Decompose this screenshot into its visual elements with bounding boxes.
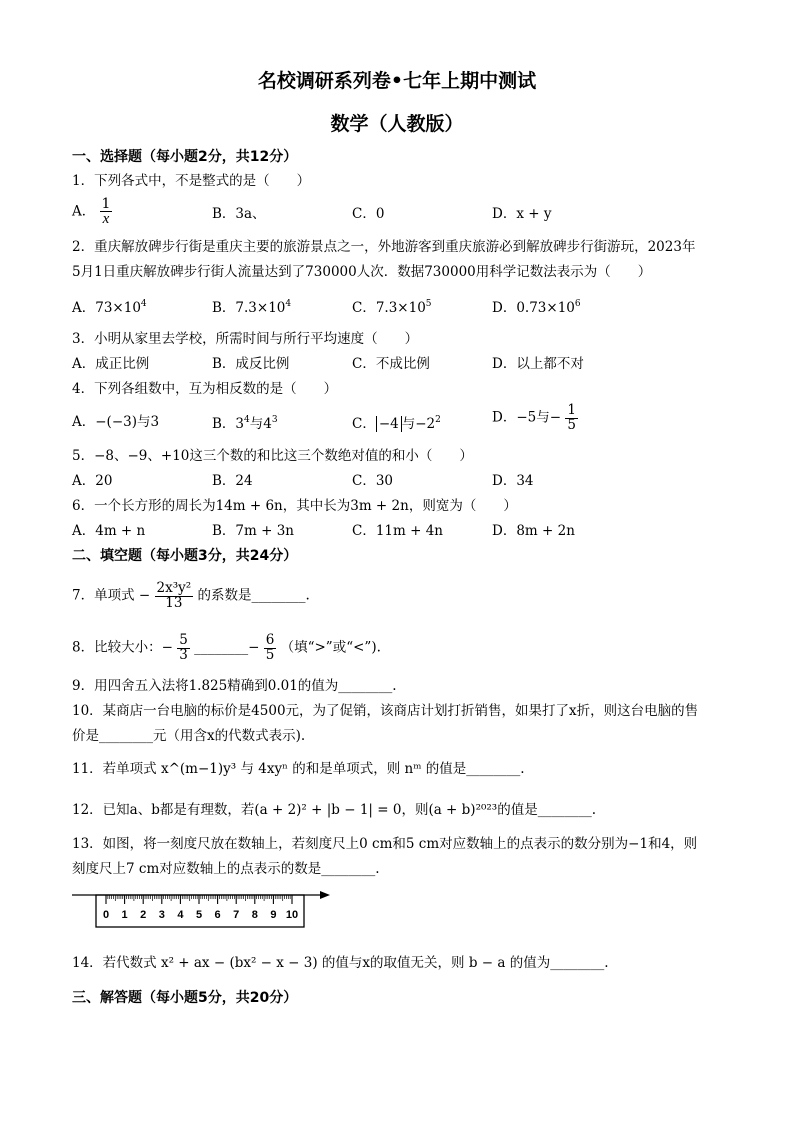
question-8: 8．比较大小：− $\frac{5}{3}$ ________− $\frac{6}{5}$ （填“>”或“<”). — [72, 632, 381, 663]
question-3-option-c: C．不成比例 — [352, 356, 430, 372]
question-10-line2: 价是________元（用含x的代数式表示). — [72, 728, 306, 744]
fraction-5-over-3: $\frac{5}{3}$ — [179, 632, 188, 663]
question-2-stem-line2: 5月1日重庆解放碑步行街人流量达到了730000人次．数据730000用科学记数法表示为（ ） — [72, 264, 652, 280]
question-6-option-c: C．11m + 4n — [352, 523, 443, 539]
ruler-ticks — [106, 895, 292, 904]
ruler-tick-label: 9 — [270, 909, 277, 921]
question-3-option-d: D．以上都不对 — [492, 356, 584, 372]
fraction-6-over-5: $\frac{6}{5}$ — [265, 632, 275, 663]
question-5-option-b: B．24 — [212, 473, 253, 489]
question-3-option-b: B．成反比例 — [212, 356, 290, 372]
question-4-option-c: C． −4 与$-2^2$ — [352, 415, 441, 432]
ruler-tick-label: 8 — [251, 909, 258, 921]
question-1-stem: 1．下列各式中，不是整式的是（ ） — [72, 173, 311, 189]
question-6-stem: 6．一个长方形的周长为14m + 6n，其中长为3m + 2n，则宽为（ ） — [72, 498, 517, 514]
ruler-tick-label: 7 — [233, 909, 240, 921]
question-5-option-d: D．34 — [492, 473, 534, 489]
question-1-option-a: A． $\frac{1}{x}$ — [72, 196, 111, 227]
question-12: 12．已知a、b都是有理数，若(a + 2)² + |b − 1| = 0，则(a + b)²⁰²³的值是________. — [72, 802, 597, 818]
question-1-option-b: B．3a、 — [212, 206, 266, 222]
question-4-stem: 4．下列各组数中，互为相反数的是（ ） — [72, 381, 338, 397]
fraction-coefficient: $\frac{\text{2x³y²}}{13}$ — [156, 580, 192, 611]
ruler-tick-label: 2 — [140, 909, 147, 921]
ruler-tick-label: 6 — [214, 909, 221, 921]
question-4-option-a: A．−(−3)与3 — [72, 414, 160, 430]
question-5-option-a: A．20 — [72, 473, 113, 489]
ruler-labels — [103, 909, 298, 921]
ruler-figure — [72, 885, 332, 935]
question-5-option-c: C．30 — [352, 473, 394, 489]
ruler-tick-label: 1 — [121, 909, 128, 921]
number-line-arrow — [320, 891, 330, 899]
question-1-option-d: D．x + y — [492, 206, 552, 222]
question-4-option-d: D．−5与− $\frac{1}{5}$ — [492, 402, 576, 433]
question-2-option-a: A．$73\times 10^4$ — [72, 299, 147, 316]
question-3-option-a: A．成正比例 — [72, 356, 150, 372]
question-6-option-a: A．4m + n — [72, 523, 146, 539]
question-1-option-c: C．0 — [352, 206, 385, 222]
ruler-tick-label: 4 — [177, 909, 184, 921]
fraction-1-over-5: $\frac{1}{5}$ — [567, 402, 576, 433]
question-2-option-c: C．$7.3\times 10^5$ — [352, 299, 432, 316]
question-2-stem-line1: 2．重庆解放碑步行街是重庆主要的旅游景点之一，外地游客到重庆旅游必到解放碑步行街游玩，2023年 — [72, 239, 696, 255]
section-heading-solve: 三、解答题（每小题5分，共20分） — [72, 990, 298, 1006]
page-subtitle: 数学（人教版） — [330, 113, 464, 135]
question-2-option-b: B．$7.3\times 10^4$ — [212, 299, 292, 316]
section-heading-choice: 一、选择题（每小题2分，共12分） — [72, 149, 298, 165]
question-2-option-d: D．$0.73\times 10^6$ — [492, 299, 581, 316]
fraction-1-over-x: $\frac{1}{x}$ — [101, 196, 111, 227]
question-13-line1: 13．如图，将一刻度尺放在数轴上，若刻度尺上0 cm和5 cm对应数轴上的点表示的数分别为−1和4，则 — [72, 836, 698, 852]
ruler-tick-label: 10 — [285, 909, 299, 921]
question-11: 11．若单项式 x^(m−1)y³ 与 4xyⁿ 的和是单项式，则 nᵐ 的值是________. — [72, 761, 525, 777]
ruler-tick-label: 5 — [195, 909, 203, 921]
ruler-tick-label: 0 — [102, 909, 110, 921]
question-14: 14．若代数式 x² + ax − (bx² − x − 3) 的值与x的取值无关，则 b − a 的值为________. — [72, 955, 609, 971]
question-10-line1: 10．某商店一台电脑的标价是4500元，为了促销，该商店计划打折销售，如果打了x折，则这台电脑的售 — [72, 703, 699, 719]
question-9: 9．用四舍五入法将1.825精确到0.01的值为________. — [72, 678, 397, 694]
page-title: 名校调研系列卷•七年上期中测试 — [257, 70, 537, 92]
question-5-stem: 5．−8、−9、+10这三个数的和比这三个数绝对值的和小（ ） — [72, 448, 473, 464]
question-6-option-d: D．8m + 2n — [492, 523, 575, 539]
ruler-tick-label: 3 — [158, 909, 165, 921]
question-6-option-b: B．7m + 3n — [212, 523, 294, 539]
question-3-stem: 3．小明从家里去学校，所需时间与所行平均速度（ ） — [72, 331, 419, 347]
question-7: 7．单项式 − $\frac{\text{2x³y²}}{13}$ 的系数是________. — [72, 580, 310, 611]
section-heading-fill: 二、填空题（每小题3分，共24分） — [72, 548, 298, 564]
question-13-line2: 刻度尺上7 cm对应数轴上的点表示的数是________. — [72, 861, 380, 877]
question-4-option-b: B．$3^4$与$4^3$ — [212, 415, 278, 432]
ruler-on-number-line — [72, 885, 332, 935]
